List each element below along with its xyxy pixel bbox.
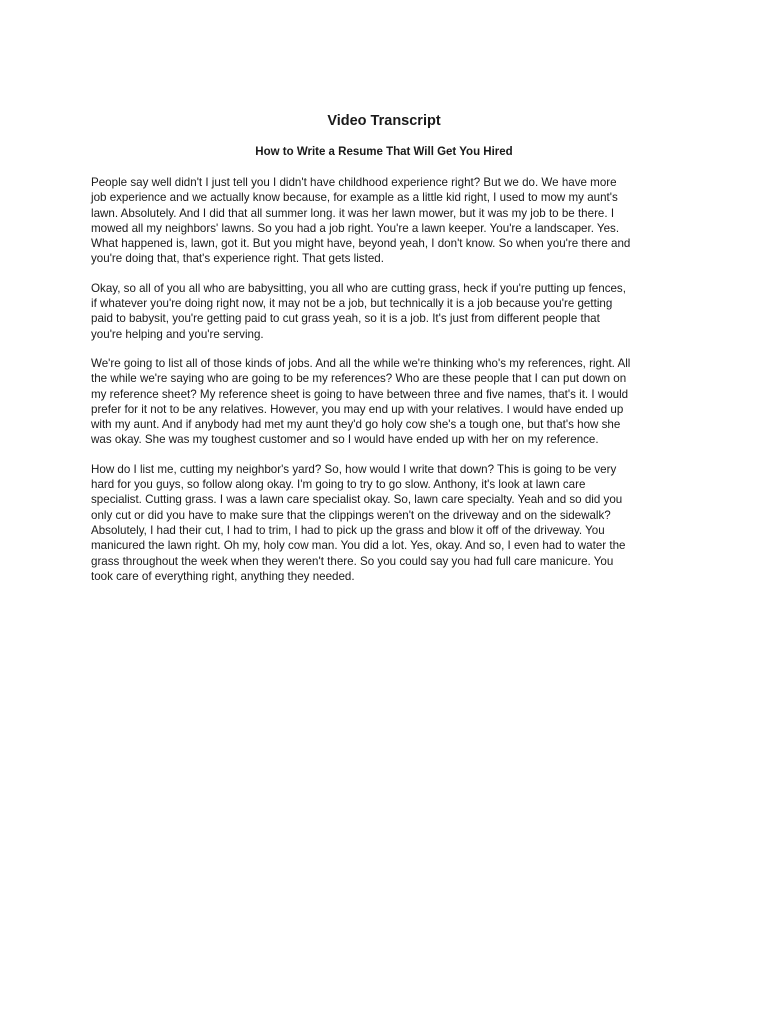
text-line: with my aunt. And if anybody had met my aunt they'd go holy cow she's a tough one, but that's how she	[91, 418, 621, 432]
text-line: prefer for it not to be any relatives. However, you may end up with your relatives. I would have ended up	[91, 402, 624, 416]
transcript-paragraph	[91, 175, 681, 267]
text-line: paid to babysit, you're getting paid to cut grass yeah, so it is a job. It's just from different people that	[91, 312, 600, 326]
text-line: took care of everything right, anything they needed.	[91, 569, 355, 583]
text-line: mowed all my neighbors' lawns. So you had a job right. You're a lawn keeper. You're a landscaper. Yes.	[91, 221, 620, 235]
text-line: hard for you guys, so follow along okay. I'm going to try to go slow. Anthony, it's look at lawn care	[91, 478, 586, 492]
text-line: grass throughout the week when they weren't there. So you could say you had full care manicure. You	[91, 554, 614, 568]
transcript-body	[91, 175, 681, 598]
text-line: manicured the lawn right. Oh my, holy cow man. You did a lot. Yes, okay. And so, I even had to water the	[91, 539, 626, 553]
text-line: We're going to list all of those kinds of jobs. And all the while we're thinking who's my references, right. All	[91, 356, 631, 370]
text-line: What happened is, lawn, got it. But you might have, beyond yeah, I don't know. So when you're there and	[91, 237, 631, 251]
text-line: only cut or did you have to make sure that the clippings weren't on the driveway and on the sidewalk?	[91, 508, 611, 522]
document-title: Video Transcript	[327, 113, 441, 129]
transcript-paragraph	[91, 281, 681, 342]
text-line: specialist. Cutting grass. I was a lawn care specialist okay. So, lawn care specialty. Yeah and so did you	[91, 493, 623, 507]
text-line: People say well didn't I just tell you I didn't have childhood experience right? But we do. We have more	[91, 176, 617, 189]
text-line: you're helping and you're serving.	[91, 327, 264, 341]
text-line: my reference sheet? My reference sheet is going to have between three and five names, that's it. I would	[91, 387, 629, 401]
text-line: Okay, so all of you all who are babysitting, you all who are cutting grass, heck if you're putting up fences,	[91, 281, 626, 295]
document-subtitle: How to Write a Resume That Will Get You Hired	[255, 146, 513, 158]
text-line: Absolutely, I had their cut, I had to trim, I had to pick up the grass and blow it off of the driveway. You	[91, 523, 605, 537]
text-line: job experience and we actually know because, for example as a little kid right, I used to mow my aunt's	[91, 191, 618, 205]
text-line: the while we're saying who are going to be my references? Who are these people that I can put down on	[91, 372, 627, 386]
text-line: lawn. Absolutely. And I did that all summer long. it was her lawn mower, but it was my job to be there. I	[91, 206, 615, 220]
transcript-paragraph	[91, 462, 681, 584]
transcript-paragraph	[91, 356, 681, 448]
text-line: was okay. She was my toughest customer and so I would have ended up with her on my reference.	[91, 433, 599, 447]
text-line: if whatever you're doing right now, it may not be a job, but technically it is a job because you're getting	[91, 297, 613, 311]
text-line: you're doing that, that's experience right. That gets listed.	[91, 252, 384, 266]
text-line: How do I list me, cutting my neighbor's yard? So, how would I write that down? This is going to be very	[91, 462, 617, 476]
